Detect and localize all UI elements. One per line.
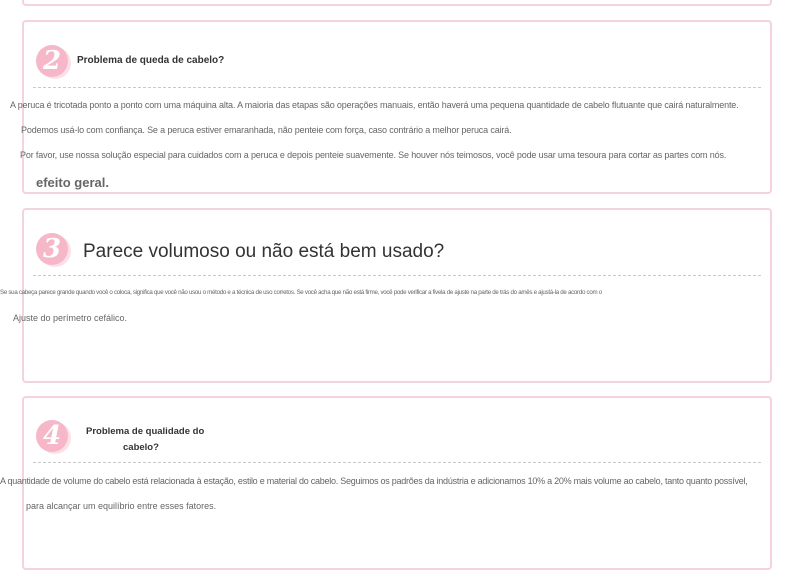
paragraph-line: Se sua cabeça parece grande quando você o coloca, significa que você não usou o método e a técnica de uso corretos. Se você acha que não está firme, você pode verificar a fivela de ajuste na parte de trás do arnês e ajustá-la de acordo com o xyxy=(0,289,602,296)
divider xyxy=(33,87,761,88)
section-title-line2: cabelo? xyxy=(123,442,159,453)
paragraph-line: Por favor, use nossa solução especial para cuidados com a peruca e depois penteie suavemente. Se houver nós teimosos, você pode usar uma tesoura para cortar as partes com nós. xyxy=(20,150,727,160)
paragraph-line: Ajuste do perímetro cefálico. xyxy=(13,313,128,323)
number-3-icon: 3 xyxy=(36,233,68,265)
faq-card-previous xyxy=(22,0,772,6)
divider xyxy=(33,462,761,463)
section-title: Problema de queda de cabelo? xyxy=(77,55,225,66)
paragraph-line: para alcançar um equilíbrio entre esses fatores. xyxy=(26,501,217,511)
number-4-icon: 4 xyxy=(36,420,68,452)
paragraph-line: efeito geral. xyxy=(36,175,109,190)
paragraph-line: Podemos usá-lo com confiança. Se a peruca estiver emaranhada, não penteie com força, caso contrário a melhor peruca cairá. xyxy=(21,125,512,135)
paragraph-line: A quantidade de volume do cabelo está relacionada à estação, estilo e material do cabelo. Seguimos os padrões da indústria e adicionamos 10% a 20% mais volume ao cabelo, tanto quanto possível, xyxy=(0,476,748,486)
paragraph-line: A peruca é tricotada ponto a ponto com uma máquina alta. A maioria das etapas são operações manuais, então haverá uma pequena quantidade de cabelo flutuante que cairá naturalmente. xyxy=(10,100,739,110)
section-title: Parece volumoso ou não está bem usado? xyxy=(83,241,445,262)
divider xyxy=(33,275,761,276)
number-2-icon: 2 xyxy=(36,45,68,77)
section-title-line1: Problema de qualidade do xyxy=(86,426,205,437)
